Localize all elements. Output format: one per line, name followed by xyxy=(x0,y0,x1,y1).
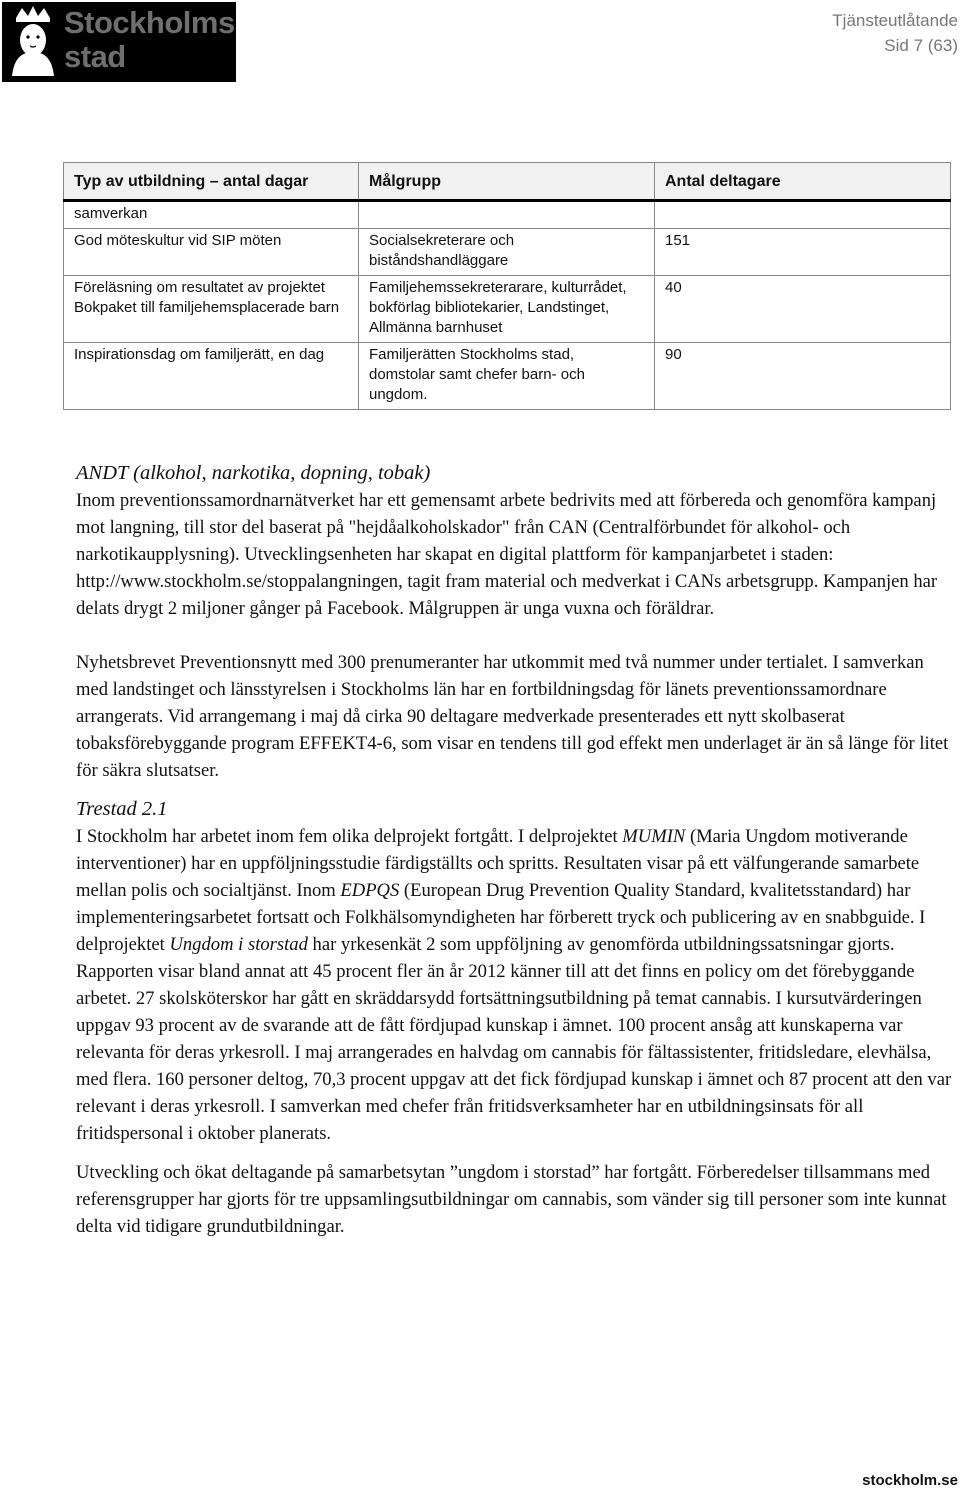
table-cell: God möteskultur vid SIP möten xyxy=(64,229,359,276)
table-cell: Inspirationsdag om familjerätt, en dag xyxy=(64,343,359,410)
trestad-text: har yrkesenkät 2 som uppföljning av genomförda utbildningssatsningar gjorts. Rapporten visar bland annat att 45 procent fler än år 2012 känner till att det finns en policy om det förebyggande arbetet. 27 skolsköterskor har gått en skräddarsydd fortsättningsutbildning på temat cannabis. I kursutvärderingen uppgav 93 procent av de svarande att de fått fördjupad kunskap i ämnet. 100 procent ansåg att kunskaperna var relevanta för deras yrkesroll. I maj arrangerades en halvdag om cannabis för fältassistenter, fritidsledare, elevhälsa, med flera. 160 personer deltog, 70,3 procent uppgav att det fick fördjupad kunskap i ämnet och 87 procent att den var relevant i deras yrkesroll. I samverkan med chefer från fritidsverksamheter har en utbildningsinsats för all fritidspersonal i oktober planerats. xyxy=(76,934,952,1144)
table-cell: 40 xyxy=(655,276,951,343)
logo-text-line2: stad xyxy=(64,39,126,74)
newsletter-paragraph: Nyhetsbrevet Preventionsnytt med 300 prenumeranter har utkommit med två nummer under tertialet. I samverkan med landstinget och länsstyrelsen i Stockholms län har en fortbildningsdag för länets preventionssamordnare arrangerats. Vid arrangemang i maj då cirka 90 deltagare medverkade presenterades ett nytt skolbaserat tobaksförebyggande program EFFEKT4-6, som visar en tendens till god effekt men underlaget är än så länge för litet för säkra slutsatser. xyxy=(76,652,949,781)
document-header xyxy=(832,8,958,58)
table-cell: 151 xyxy=(655,229,951,276)
table-cell xyxy=(359,201,655,229)
header-participants: Antal deltagare xyxy=(655,163,951,201)
trestad-text: (Maria Ungdom motiverande interventioner) har en uppföljningsstudie färdigställts och spritts. Resultaten visar på ett välfungerande samarbete mellan polis och socialtjänst. Inom xyxy=(76,826,920,901)
logo-text xyxy=(64,6,235,74)
table-cell: Föreläsning om resultatet av projektet Bokpaket till familjehemsplacerade barn xyxy=(64,276,359,343)
trestad-text: I Stockholm har arbetet inom fem olika delprojekt fortgått. I delprojektet xyxy=(76,826,623,847)
table-cell: Familjerätten Stockholms stad, domstolar samt chefer barn- och ungdom. xyxy=(359,343,655,410)
table-header-row xyxy=(64,163,951,201)
trestad-paragraph xyxy=(76,823,960,1147)
training-table xyxy=(63,162,951,410)
ungdom-i-storstad-term: Ungdom i storstad xyxy=(169,934,308,955)
table-row xyxy=(64,229,951,276)
crown-head-icon xyxy=(8,6,58,76)
table-cell: samverkan xyxy=(64,201,359,229)
mumin-term: MUMIN xyxy=(622,826,686,847)
table-cell: Socialsekreterare och biståndshandläggare xyxy=(359,229,655,276)
table-row xyxy=(64,201,951,229)
edpqs-term: EDPQS xyxy=(340,880,400,901)
footer-site: stockholm.se xyxy=(862,1472,958,1489)
table-cell: 90 xyxy=(655,343,951,410)
body-text xyxy=(76,460,960,1240)
table-row xyxy=(64,276,951,343)
page-number: Sid 7 (63) xyxy=(884,36,958,55)
final-paragraph: Utveckling och ökat deltagande på samarbetsytan ”ungdom i storstad” har fortgått. Förberedelser tillsammans med referensgrupper har gjorts för tre uppsamlingsutbildningar om cannabis, som vänder sig till personer som inte kunnat delta vid tidigare grundutbildningar. xyxy=(76,1162,947,1237)
andt-paragraph: Inom preventionssamordnarnätverket har ett gemensamt arbete bedrivits med att förbereda och genomföra kampanj mot langning, till stor del baserat på "hejdåalkoholskador" från CAN (Centralförbundet för alkohol- och narkotikaupplysning). Utvecklingsenheten har skapat en digital plattform för kampanjarbetet i staden: http://www.stockholm.se/stoppalangningen, tagit fram material och medverkat i CANs arbetsgrupp. Kampanjen har delats drygt 2 miljoner gånger på Facebook. Målgruppen är unga vuxna och föräldrar. xyxy=(76,490,938,619)
doc-type: Tjänsteutlåtande xyxy=(832,11,958,30)
table-row xyxy=(64,343,951,410)
trestad-heading: Trestad 2.1 xyxy=(76,798,168,820)
table-cell: Familjehemssekreterarare, kulturrådet, bokförlag bibliotekarier, Landstinget, Allmänna barnhuset xyxy=(359,276,655,343)
logo-text-line1: Stockholms xyxy=(64,5,235,40)
header-target-group: Målgrupp xyxy=(359,163,655,201)
header-training-type: Typ av utbildning – antal dagar xyxy=(64,163,359,201)
trestad-text: (European Drug Prevention Quality Standard, kvalitetsstandard) har implementeringsarbetet fortsatt och Folkhälsomyndigheten har förberett tryck och publicering av en snabbguide. I delprojektet xyxy=(76,880,926,955)
table-cell xyxy=(655,201,951,229)
andt-heading: ANDT (alkohol, narkotika, dopning, tobak) xyxy=(76,462,431,484)
stockholms-stad-logo xyxy=(2,2,236,82)
